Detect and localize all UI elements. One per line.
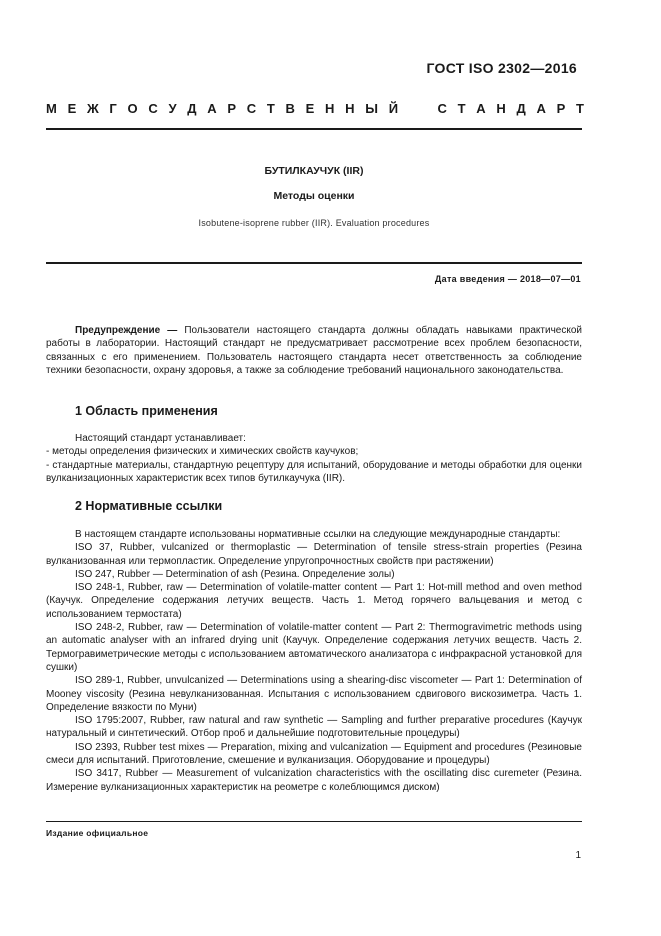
normative-reference: ISO 3417, Rubber — Measurement of vulcanization characteristics with the oscillating disc curemeter (Резина. Измерение вулканизационных характеристик на реометре с колеблющимся диском) xyxy=(46,768,582,793)
normative-reference: ISO 37, Rubber, vulcanized or thermoplastic — Determination of tensile stress-strain properties (Резина вулканизованная или термопластик. Определение упругопрочностных свойств при растяжении) xyxy=(46,542,582,567)
banner-letter: Д xyxy=(516,101,526,116)
section-2-intro: В настоящем стандарте использованы нормативные ссылки на следующие международные стандарты: xyxy=(75,529,561,540)
footer-rule xyxy=(46,821,582,822)
normative-reference: ISO 289-1, Rubber, unvulcanized — Determinations using a shearing-disc viscometer — Part 1: Determination of Mooney viscosity (Резина невулканизованная. Испытания с использованием сдвигового вискозиметра. Часть 1. Определение вязкости по Муни) xyxy=(46,675,582,713)
banner-letter: Е xyxy=(305,101,315,116)
banner-letter: В xyxy=(285,101,295,116)
official-edition-label: Издание официальное xyxy=(46,828,149,838)
banner-letter: Г xyxy=(109,101,117,116)
banner-letter: Т xyxy=(457,101,466,116)
banner-letter: А xyxy=(207,101,217,116)
banner-letter xyxy=(409,101,413,116)
list-item: - стандартные материалы, стандартную рецептуру для испытаний, оборудование и методы обработки для оценки вулканизационных характеристик всех типов бутилкаучука (IIR). xyxy=(46,459,582,484)
normative-reference: ISO 248-1, Rubber, raw — Determination of volatile-matter content — Part 1: Hot-mill method and oven method (Каучук. Определение содержания летучих веществ. Часть 1. Метод горячего вальцевания и метод с использованием термостата) xyxy=(46,582,582,620)
warning-paragraph xyxy=(46,324,582,377)
normative-reference: ISO 1795:2007, Rubber, raw natural and raw synthetic — Sampling and further preparative procedures (Каучук натуральный и синтетический. Отбор проб и дальнейшие подготовительные процедуры) xyxy=(46,715,582,740)
warning-label: Предупреждение — xyxy=(75,325,178,336)
introduction-date: Дата введения — 2018—07—01 xyxy=(434,274,581,284)
section-1-body xyxy=(46,432,582,485)
document-code: ГОСТ ISO 2302—2016 xyxy=(426,60,577,76)
banner-letter: Т xyxy=(266,101,275,116)
banner-letter: А xyxy=(476,101,486,116)
section-2-heading: 2 Нормативные ссылки xyxy=(75,499,223,513)
title-rule xyxy=(46,262,582,264)
banner-letter: А xyxy=(536,101,546,116)
document-title-english: Isobutene-isoprene rubber (IIR). Evaluation procedures xyxy=(198,218,430,228)
banner-letter: Н xyxy=(496,101,506,116)
document-title: БУТИЛКАУЧУК (IIR) xyxy=(264,165,364,177)
standard-banner xyxy=(46,101,584,116)
banner-letter: Ы xyxy=(365,101,378,116)
banner-letter: Д xyxy=(187,101,197,116)
banner-letter: Е xyxy=(67,101,77,116)
banner-letter: Й xyxy=(388,101,399,116)
banner-letter: Н xyxy=(345,101,355,116)
banner-letter: О xyxy=(127,101,138,116)
top-rule xyxy=(46,128,582,130)
banner-letter: Р xyxy=(227,101,237,116)
banner-letter: Т xyxy=(575,101,584,116)
page-number: 1 xyxy=(575,850,581,861)
warning-text: Пользователи настоящего стандарта должны обладать навыками практической работы в лаборатории. Настоящий стандарт не предусматривает рассмотрение всех проблем безопасности, связанных с его применением. Пользователь настоящего стандарта несет ответственность за соблюдение техники безопасности, охрану здоровья, а также за соблюдение требований национального законодательства. xyxy=(46,325,582,376)
banner-letter: Ж xyxy=(86,101,99,116)
list-item: - методы определения физических и химических свойств каучуков; xyxy=(46,446,359,458)
normative-reference: ISO 247, Rubber — Determination of ash (Резина. Определение золы) xyxy=(75,568,395,580)
banner-letter: С xyxy=(246,101,257,116)
normative-reference: ISO 248-2, Rubber, raw — Determination of volatile-matter content — Part 2: Thermogravimetric methods using an automatic analyser with an infrared drying unit (Каучук. Определение содержания летучих веществ. Часть 2. Термогравиметрические методы с использованием автоматического анализатора с инфракрасной установкой для сушки) xyxy=(46,622,582,673)
banner-letter: С xyxy=(437,101,447,116)
banner-letter xyxy=(423,101,427,116)
section-1-heading: 1 Область применения xyxy=(75,404,218,418)
document-subtitle: Методы оценки xyxy=(273,190,355,202)
normative-reference: ISO 2393, Rubber test mixes — Preparation, mixing and vulcanization — Equipment and procedures (Резиновые смеси для испытаний. Приготовление, смешение и вулканизация. Оборудование и процедуры) xyxy=(46,741,582,767)
banner-letter: Н xyxy=(325,101,335,116)
banner-letter: У xyxy=(168,101,177,116)
banner-letter: М xyxy=(46,101,57,116)
section-1-intro: Настоящий стандарт устанавливает: xyxy=(75,433,246,444)
section-2-body xyxy=(46,528,582,794)
banner-letter: С xyxy=(148,101,158,116)
banner-letter: Р xyxy=(556,101,566,116)
